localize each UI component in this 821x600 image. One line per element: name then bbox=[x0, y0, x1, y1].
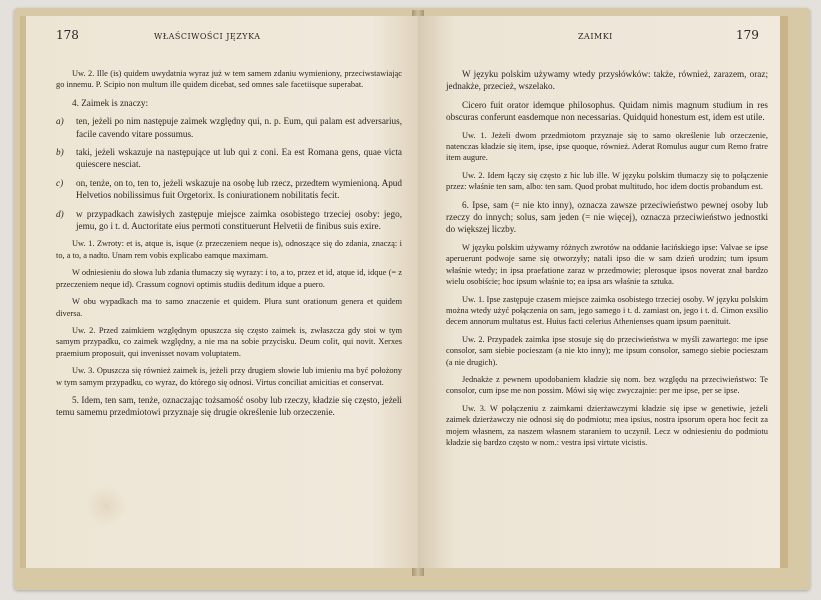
list-item bbox=[56, 208, 402, 233]
note-paragraph: Uw. 2. Przypadek zaimka ipse stosuje się do przeciwieństwa w myśli zawartego: me ipse consolor, sam siebie pocieszam (a nie kto inny); me ipsum consolor, samego siebie pocieszam (a nie drugich). bbox=[446, 334, 768, 367]
list-item-label: a) bbox=[56, 116, 64, 127]
note-paragraph: Uw. 2. Idem łączy się często z hic lub ille. W języku polskim tłumaczy się to połączenie przez: właśnie ten sam, albo: ten sam. Quod probat multitudo, hoc idem doctis probandum est. bbox=[446, 170, 768, 192]
note-paragraph: Uw. 1. Jeżeli dwom przedmiotom przyznaje się to samo określenie lub orzeczenie, natenczas kładzie się item, ipse, ipse quoque, również. Aderat Romulus augur cum Remo fratre item augure. bbox=[446, 130, 768, 163]
right-page-body bbox=[446, 68, 768, 454]
left-page-body bbox=[56, 68, 402, 425]
list-item bbox=[56, 115, 402, 140]
note-paragraph: Uw. 3. Opuszcza się również zaimek is, jeżeli przy drugiem słowie lub imieniu ma być położony w tym samym przypadku, co wyraz, do którego się odnosi. Virtus conciliat amicitias et conservat. bbox=[56, 366, 402, 387]
body-paragraph: 5. Idem, ten sam, tenże, oznaczając tożsamość osoby lub rzeczy, kładzie się często, jeżeli temu samemu przedmiotowi przyznaje się drugie określenie lub orzeczenie. bbox=[56, 394, 402, 418]
note-paragraph: Uw. 2. Ille (is) quidem uwydatnia wyraz już w tem samem zdaniu wymieniony, przeciwstawiając go innemu. P. Scipio non multum ille quidem dicebat, sed omnes sale facetiisque superabat. bbox=[56, 69, 402, 90]
left-page-header: WŁAŚCIWOŚCI JĘZYKA bbox=[154, 32, 261, 41]
body-paragraph: 6. Ipse, sam (= nie kto inny), oznacza zawsze przeciwieństwo pewnej osoby lub rzeczy do innych; solus, sam jeden (= nie więcej), oznacza przeciwieństwo jednostki do większej liczby. bbox=[446, 199, 768, 235]
note-paragraph: W języku polskim używamy różnych zwrotów na oddanie łacińskiego ipse: Valvae se ipse aperuerunt podwoje same się otworzyły; natali ipso die w sam dzień urodzin; tum ipsum właśnie wtedy; in ipsa praefatione zaraz w przedmowie; plerosque ipsos noverat znał bardzo wielu osobiście; hoc ipsum właśnie to; ea ipsa ars właśnie ta sztuka. bbox=[446, 242, 768, 287]
list-item-text: on, tenże, on to, ten to, jeżeli wskazuje na osobę lub rzecz, przedtem wymienioną. Apud Helvetios nobilissimus fuit Orgetorix. Is coniurationem nobilitatis fecit. bbox=[76, 177, 402, 201]
note-paragraph: W odniesieniu do słowa lub zdania tłumaczy się wyrazy: i to, a to, przez et id, atque id, idque (= z przeczeniem neque id). Crassum cognovi optimis studiis deditum idque a puero. bbox=[56, 268, 402, 289]
right-page-number: 179 bbox=[736, 28, 759, 42]
body-paragraph: Cicero fuit orator idemque philosophus. Quidam nimis magnum studium in res obscuras conferunt easdemque non necessarias. Quidquid honestum est, idem est utile. bbox=[446, 99, 768, 123]
list-item-text: w przypadkach zawisłych zastępuje miejsce zaimka osobistego trzeciej osoby: jego, jemu, go i t. d. Auctoritate eius permoti constituerunt Helvetii de finibus suis exire. bbox=[76, 208, 402, 232]
list-item-label: c) bbox=[56, 177, 64, 188]
note-paragraph: W obu wypadkach ma to samo znaczenie et quidem. Plura sunt orationum genera et quidem diversa. bbox=[56, 297, 402, 318]
paper-stain bbox=[86, 486, 126, 526]
list-item-text: ten, jeżeli po nim następuje zaimek względny qui, n. p. Eum, qui palam est adversarius, facile cavendo vitare possumus. bbox=[76, 116, 402, 139]
note-paragraph: Uw. 1. Zwroty: et is, atque is, isque (z przeczeniem neque is), odnoszące się do zdania, znaczą: i to, a to, a nadto. Unam rem vobis explicabo eamque maximam. bbox=[56, 239, 402, 260]
list-item bbox=[56, 146, 402, 171]
list-item-label: d) bbox=[56, 208, 64, 219]
body-paragraph: W języku polskim używamy wtedy przysłówków: także, również, zarazem, oraz; jednakże, przecież, wszelako. bbox=[446, 69, 768, 92]
list-item bbox=[56, 177, 402, 202]
left-page-number: 178 bbox=[56, 28, 79, 42]
left-page bbox=[20, 16, 418, 568]
right-page bbox=[418, 16, 788, 568]
note-paragraph: Uw. 1. Ipse zastępuje czasem miejsce zaimka osobistego trzeciej osoby. W języku polskim można wtedy użyć połączenia on sam, jego samego i t. d. zamiast on, jego i t. d. Cimon exsilio decem annorum multatus est. Huius facti celerius Athenienses quam ipsum paenituit. bbox=[446, 294, 768, 327]
body-paragraph: 4. Zaimek is znaczy: bbox=[72, 97, 149, 108]
list-item-text: taki, jeżeli wskazuje na następujące ut lub qui z coni. Ea est Romana gens, quae victa quiescere nesciat. bbox=[76, 147, 402, 170]
list-item-label: b) bbox=[56, 147, 64, 158]
right-page-header: ZAIMKI bbox=[578, 32, 613, 41]
note-paragraph: Uw. 3. W połączeniu z zaimkami dzierżawczymi kładzie się ipse w genetiwie, jeżeli zaimek dzierżawczy nie odnosi się do podmiotu; mea ipsius, nostra ipsorum opera hoc fecit za mojem własnem, za naszem własnem staraniem to uczynił. Lecz w odniesieniu do podmiotu kładzie się bardzo często w nom.: vestra ipsi virtute vicistis. bbox=[446, 403, 768, 447]
note-paragraph: Uw. 2. Przed zaimkiem względnym opuszcza się często zaimek is, zwłaszcza gdy stoi w tym samym przypadku, co zaimek względny, a nie ma na sobie przycisku. Deum colit, qui novit. Xerxes praemium proposuit, qui invenisset novam voluptatem. bbox=[56, 325, 402, 358]
note-paragraph: Jednakże z pewnem upodobaniem kładzie się nom. bez względu na przeciwieństwo: Te consolor, cum ipse me non possim. Mówi się więc zwyczajnie: per me ipse, per se ipse. bbox=[446, 374, 768, 396]
